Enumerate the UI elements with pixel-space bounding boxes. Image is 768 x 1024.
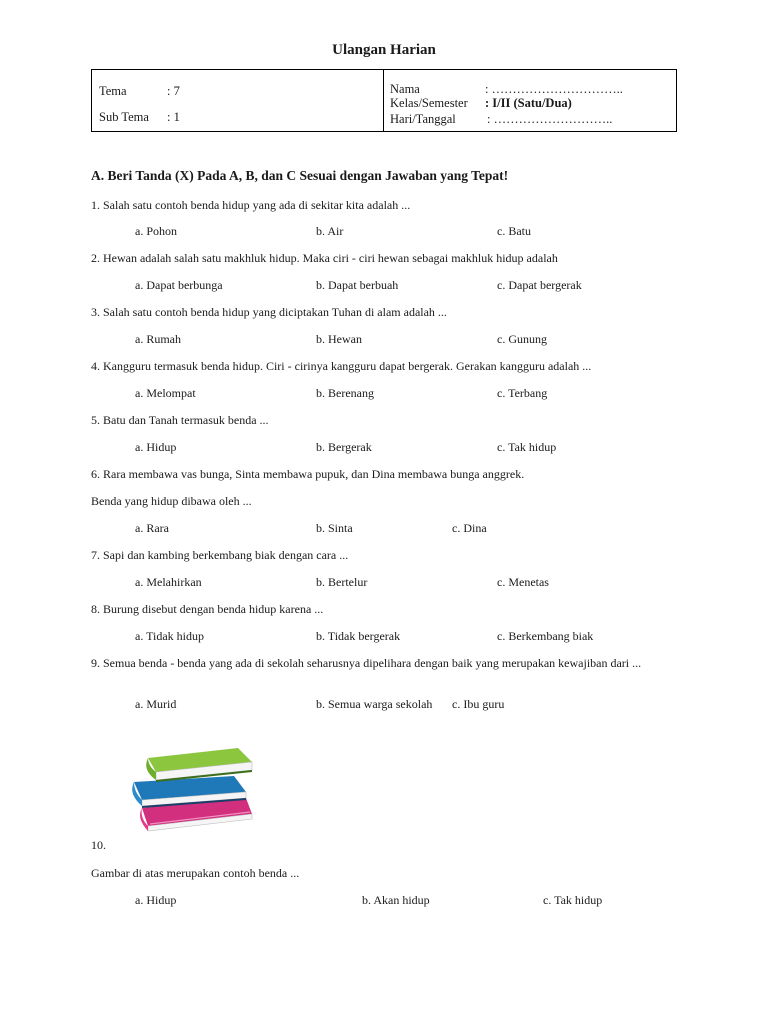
question-5: 5. Batu dan Tanah termasuk benda ... [91, 413, 269, 427]
q1-option-a[interactable]: a. Pohon [135, 224, 177, 238]
question-6-line-2: Benda yang hidup dibawa oleh ... [91, 494, 252, 508]
nama-label: Nama [390, 82, 420, 96]
stack-of-books-icon [128, 742, 263, 832]
green-book [146, 748, 252, 782]
q9-option-b[interactable]: b. Semua warga sekolah [316, 697, 433, 711]
section-heading: A. Beri Tanda (X) Pada A, B, dan C Sesuai dengan Jawaban yang Tepat! [91, 168, 509, 183]
q6-option-a[interactable]: a. Rara [135, 521, 169, 535]
q7-option-c[interactable]: c. Menetas [497, 575, 549, 589]
tanggal-value: : ……………………….. [487, 112, 613, 126]
q9-option-c[interactable]: c. Ibu guru [452, 697, 505, 711]
question-4: 4. Kangguru termasuk benda hidup. Ciri - cirinya kangguru dapat bergerak. Gerakan kangguru adalah ... [91, 359, 592, 373]
question-10-line-2: Gambar di atas merupakan contoh benda ... [91, 866, 300, 880]
q8-option-a[interactable]: a. Tidak hidup [135, 629, 205, 643]
q2-option-a[interactable]: a. Dapat berbunga [135, 278, 223, 292]
question-3: 3. Salah satu contoh benda hidup yang diciptakan Tuhan di alam adalah ... [91, 305, 447, 319]
question-9: 9. Semua benda - benda yang ada di sekolah seharusnya dipelihara dengan baik yang merupakan kewajiban dari ... [91, 656, 642, 670]
q5-option-b[interactable]: b. Bergerak [316, 440, 372, 454]
q7-option-b[interactable]: b. Bertelur [316, 575, 368, 589]
subtema-label: Sub Tema [99, 110, 149, 124]
q8-option-b[interactable]: b. Tidak bergerak [316, 629, 401, 643]
q3-option-a[interactable]: a. Rumah [135, 332, 181, 346]
q4-option-b[interactable]: b. Berenang [316, 386, 374, 400]
q3-option-c[interactable]: c. Gunung [497, 332, 547, 346]
question-1: 1. Salah satu contoh benda hidup yang ada di sekitar kita adalah ... [91, 198, 411, 212]
header-divider [383, 70, 384, 131]
q2-option-c[interactable]: c. Dapat bergerak [497, 278, 582, 292]
question-8: 8. Burung disebut dengan benda hidup karena ... [91, 602, 324, 616]
q4-option-a[interactable]: a. Melompat [135, 386, 196, 400]
q2-option-b[interactable]: b. Dapat berbuah [316, 278, 399, 292]
question-10: 10. [91, 838, 106, 852]
q6-option-c[interactable]: c. Dina [452, 521, 487, 535]
header-table [91, 69, 677, 132]
q4-option-c[interactable]: c. Terbang [497, 386, 548, 400]
kelas-label: Kelas/Semester [390, 96, 468, 110]
q3-option-b[interactable]: b. Hewan [316, 332, 362, 346]
nama-value: : ………………………….. [485, 82, 623, 96]
tema-value: : 7 [167, 84, 180, 98]
question-2: 2. Hewan adalah salah satu makhluk hidup. Maka ciri - ciri hewan sebagai makhluk hidup adalah [91, 251, 558, 265]
q10-option-a[interactable]: a. Hidup [135, 893, 177, 907]
q10-option-b[interactable]: b. Akan hidup [362, 893, 430, 907]
kelas-value: : I/II (Satu/Dua) [485, 96, 572, 110]
q9-option-a[interactable]: a. Murid [135, 697, 177, 711]
question-7: 7. Sapi dan kambing berkembang biak dengan cara ... [91, 548, 349, 562]
tema-label: Tema [99, 84, 127, 98]
q5-option-c[interactable]: c. Tak hidup [497, 440, 557, 454]
question-6: 6. Rara membawa vas bunga, Sinta membawa pupuk, dan Dina membawa bunga anggrek. [91, 467, 525, 481]
tanggal-label: Hari/Tanggal [390, 112, 456, 126]
page-title: Ulangan Harian [332, 42, 436, 58]
q8-option-c[interactable]: c. Berkembang biak [497, 629, 594, 643]
q1-option-c[interactable]: c. Batu [497, 224, 531, 238]
q1-option-b[interactable]: b. Air [316, 224, 344, 238]
subtema-value: : 1 [167, 110, 180, 124]
q7-option-a[interactable]: a. Melahirkan [135, 575, 202, 589]
q10-option-c[interactable]: c. Tak hidup [543, 893, 603, 907]
q5-option-a[interactable]: a. Hidup [135, 440, 177, 454]
q6-option-b[interactable]: b. Sinta [316, 521, 353, 535]
